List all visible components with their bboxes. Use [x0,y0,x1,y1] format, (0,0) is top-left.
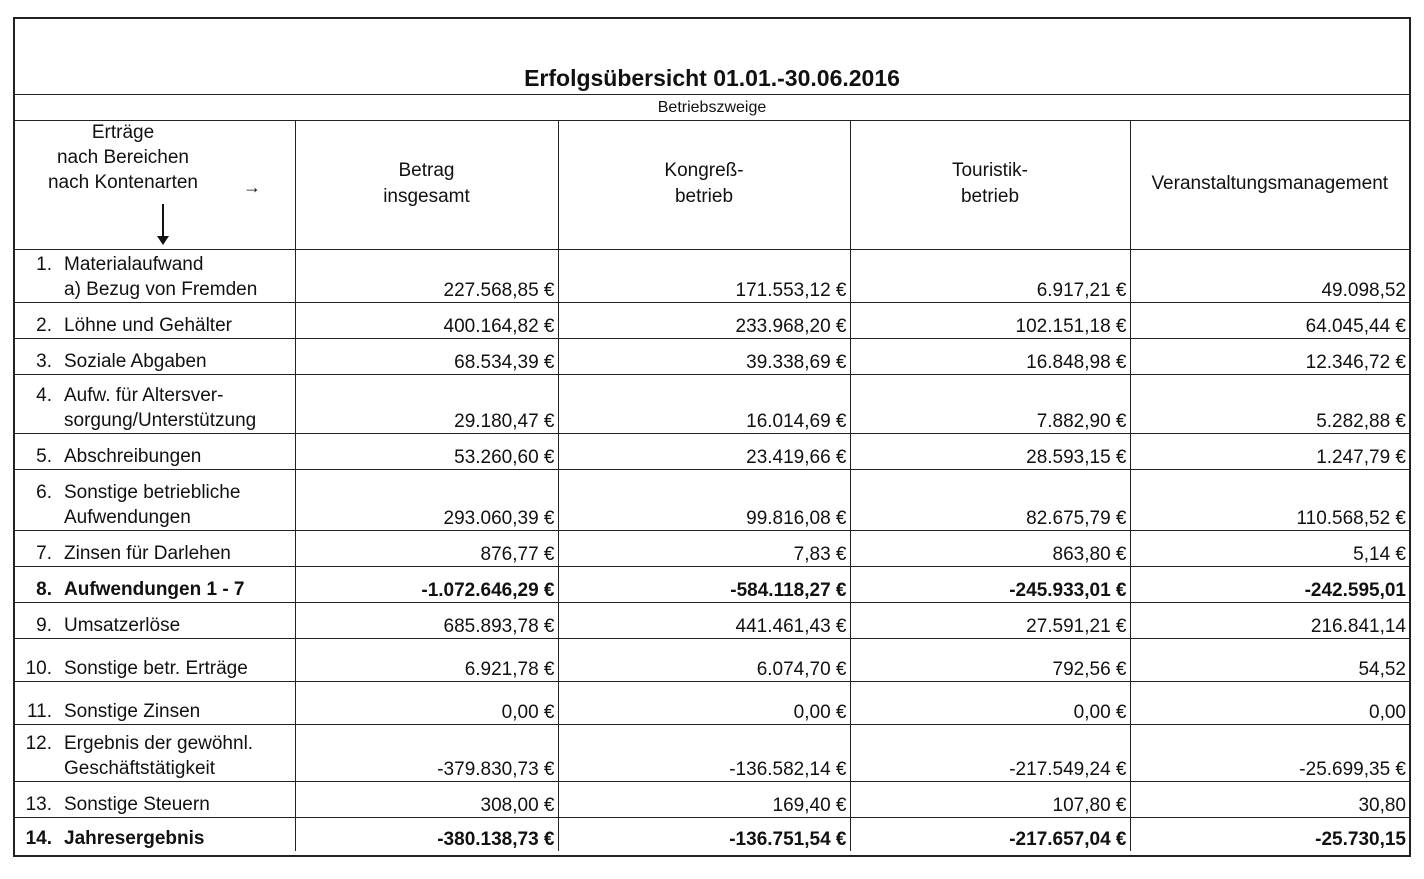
value-cell: -25.730,15 [1130,817,1409,851]
corner-line: nach Kontenarten [47,172,198,193]
row-number: 9. [36,614,52,636]
table-row [15,338,1409,374]
column-header-veranstaltung [1130,120,1409,249]
row-label: Jahresergebnis [64,828,205,849]
row-label-line [18,505,292,530]
value-cell: 6.074,70 € [558,638,850,681]
table-row [15,566,1409,602]
report-title: Erfolgsübersicht 01.01.-30.06.2016 [524,65,900,91]
row-label-cell [15,724,295,781]
value-cell: 64.045,44 € [1130,302,1409,338]
value-cell: 49.098,52 [1130,249,1409,302]
table-row [15,302,1409,338]
value-cell: 308,00 € [295,781,558,817]
row-label-line [18,792,292,817]
value-cell: -217.549,24 € [850,724,1130,781]
column-header-line: Veranstaltungsmanagement [1151,173,1389,195]
row-label-line [18,699,292,724]
value-cell: 216.841,14 [1130,602,1409,638]
row-label-line [18,313,292,338]
row-label: Abschreibungen [64,445,202,467]
row-label-line [18,349,292,374]
row-label: Soziale Abgaben [64,350,207,372]
subheader-betriebszweige: Betriebszweige [657,99,767,116]
value-cell: -245.933,01 € [850,566,1130,602]
value-cell: 876,77 € [295,530,558,566]
row-label-cell [15,530,295,566]
row-label-line [18,826,292,851]
value-cell: 68.534,39 € [295,338,558,374]
value-cell: 5.282,88 € [1130,374,1409,433]
row-label-cell [15,374,295,433]
table-row [15,469,1409,530]
value-cell: -136.582,14 € [558,724,850,781]
value-cell: 102.151,18 € [850,302,1130,338]
row-number: 14. [25,828,52,849]
corner-header [15,120,295,249]
row-number: 7. [36,542,52,564]
row-label-line [18,756,292,781]
row-label-cell [15,433,295,469]
value-cell: 233.968,20 € [558,302,850,338]
value-cell: -25.699,35 € [1130,724,1409,781]
row-number: 4. [36,384,52,406]
row-label-line [18,577,292,602]
value-cell: 6.917,21 € [850,249,1130,302]
row-label-cell [15,338,295,374]
table-row [15,724,1409,781]
row-label: Sonstige betriebliche [64,481,241,503]
value-cell: 792,56 € [850,638,1130,681]
table-row [15,374,1409,433]
value-cell: 441.461,43 € [558,602,850,638]
header-row [15,120,1409,249]
value-cell: 5,14 € [1130,530,1409,566]
column-header-line: betrieb [960,186,1020,208]
row-label-line [18,480,292,505]
corner-line: Erträge [91,122,155,143]
value-cell: 16.014,69 € [558,374,850,433]
value-cell: 0,00 [1130,681,1409,724]
value-cell: 0,00 € [558,681,850,724]
results-table [15,120,1409,851]
value-cell: 107,80 € [850,781,1130,817]
value-cell: 293.060,39 € [295,469,558,530]
row-label: Zinsen für Darlehen [64,542,231,564]
value-cell: -1.072.646,29 € [295,566,558,602]
value-cell: 30,80 [1130,781,1409,817]
row-number: 11. [26,700,52,722]
value-cell: 53.260,60 € [295,433,558,469]
value-cell: 82.675,79 € [850,469,1130,530]
value-cell: 12.346,72 € [1130,338,1409,374]
row-number: 10. [25,657,52,679]
value-cell: -379.830,73 € [295,724,558,781]
row-label: Aufw. für Altersver- [64,384,224,406]
column-header-line: betrieb [674,186,734,208]
value-cell: 685.893,78 € [295,602,558,638]
row-number: 12. [25,732,52,754]
row-label: Materialaufwand [64,253,204,275]
row-label-line [18,731,292,756]
value-cell: 169,40 € [558,781,850,817]
row-label-cell [15,817,295,851]
row-label: Ergebnis der gewöhnl. [64,732,254,754]
row-label: Sonstige Steuern [64,793,210,815]
table-row [15,817,1409,851]
report-sheet [13,17,1411,857]
row-number: 2. [36,314,52,336]
row-label: Umsatzerlöse [64,614,181,636]
value-cell: 863,80 € [850,530,1130,566]
row-label-line [18,613,292,638]
row-number: 3. [36,350,52,372]
row-number: 5. [36,445,52,467]
value-cell: 6.921,78 € [295,638,558,681]
value-cell: 0,00 € [295,681,558,724]
row-label: Aufwendungen [64,506,191,528]
value-cell: 28.593,15 € [850,433,1130,469]
value-cell: -584.118,27 € [558,566,850,602]
value-cell: 16.848,98 € [850,338,1130,374]
value-cell: 23.419,66 € [558,433,850,469]
table-row [15,681,1409,724]
value-cell: 227.568,85 € [295,249,558,302]
value-cell: 27.591,21 € [850,602,1130,638]
row-label-cell [15,302,295,338]
value-cell: 99.816,08 € [558,469,850,530]
row-label-cell [15,566,295,602]
row-label: Löhne und Gehälter [64,314,232,336]
column-header-line: Betrag [398,160,455,182]
value-cell: 7.882,90 € [850,374,1130,433]
value-cell: 110.568,52 € [1130,469,1409,530]
row-number: 6. [36,481,52,503]
row-label: Geschäftstätigkeit [64,757,216,779]
value-cell: -217.657,04 € [850,817,1130,851]
value-cell: 0,00 € [850,681,1130,724]
value-cell: -242.595,01 [1130,566,1409,602]
value-cell: -136.751,54 € [558,817,850,851]
column-header-kongress [558,120,850,249]
value-cell: 29.180,47 € [295,374,558,433]
row-label-cell [15,681,295,724]
row-number: 13. [25,793,52,815]
row-label-cell [15,469,295,530]
table-row [15,249,1409,302]
table-row [15,433,1409,469]
value-cell: 400.164,82 € [295,302,558,338]
subheader-row [15,95,1409,121]
value-cell: 1.247,79 € [1130,433,1409,469]
table-row [15,638,1409,681]
column-header-touristik [850,120,1130,249]
row-label: a) Bezug von Fremden [64,278,258,300]
column-header-line: Kongreß- [664,160,744,182]
arrow-down-icon [162,204,164,238]
table-row [15,781,1409,817]
value-cell: 54,52 [1130,638,1409,681]
arrow-right-icon: → [243,177,261,197]
row-label: Sonstige betr. Erträge [64,657,248,679]
column-header-line: insgesamt [383,186,470,208]
row-label-line [18,541,292,566]
row-label-cell [15,249,295,302]
value-cell: -380.138,73 € [295,817,558,851]
row-number: 1. [36,253,52,275]
row-label-line [18,656,292,681]
row-number: 8. [36,578,52,600]
row-label-line [18,408,292,433]
value-cell: 171.553,12 € [558,249,850,302]
row-label-line [18,444,292,469]
row-label: Sonstige Zinsen [64,700,201,722]
title-row [15,19,1409,95]
value-cell: 7,83 € [558,530,850,566]
table-row [15,530,1409,566]
row-label: sorgung/Unterstützung [64,409,257,431]
table-row [15,602,1409,638]
row-label-cell [15,602,295,638]
row-label-line [18,383,292,408]
row-label: Aufwendungen 1 - 7 [64,578,245,600]
value-cell: 39.338,69 € [558,338,850,374]
column-header-betrag [295,120,558,249]
row-label-line [18,252,292,277]
row-label-cell [15,781,295,817]
corner-line: nach Bereichen [56,147,190,168]
row-label-cell [15,638,295,681]
column-header-line: Touristik- [951,160,1028,182]
row-label-line [18,277,292,302]
